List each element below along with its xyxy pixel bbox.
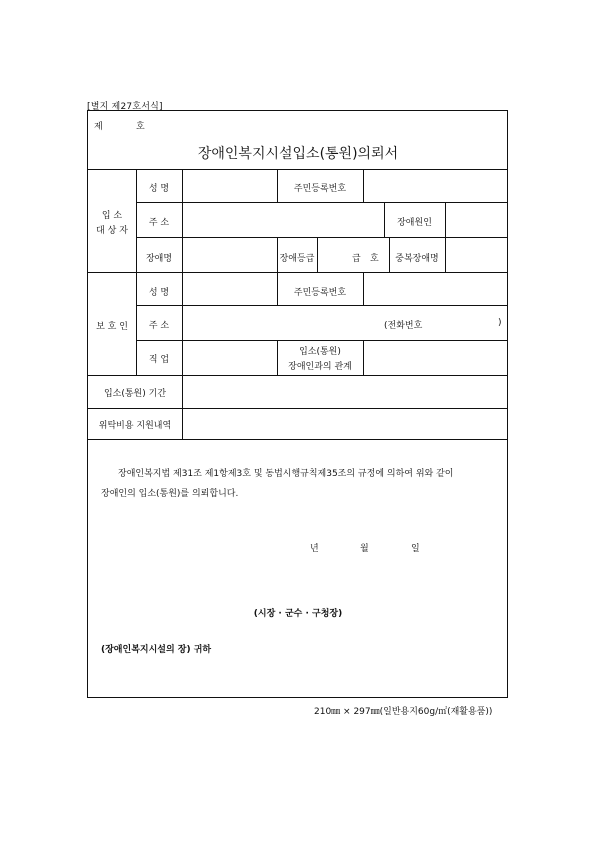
column-divider [317,237,318,272]
disability-name-field[interactable] [183,241,276,269]
disability-cause-label: 장애원인 [397,218,432,228]
guardian-section-label: 보 호 인 [96,322,128,332]
guardian-name-label: 성 명 [148,288,170,298]
subject-section-label: 입 소 [101,211,123,221]
body-text-line-1: 장애인복지법 제31조 제1항제3호 및 동법시행규칙제35조의 규정에 의하여 위와 같이 [118,469,454,479]
subject-name-label: 성 명 [148,184,170,194]
paper-spec-footer: 210㎜ × 297㎜(일반용지60g/㎡(재활용품)) [314,707,493,717]
row-divider [136,237,508,238]
disability-name-label: 장애명 [145,254,173,264]
relation-label-2: 장애인과의 관계 [288,362,352,372]
period-label: 입소(통원) 기간 [103,389,167,399]
form-number-label: [별지 제27호서식] [87,102,163,112]
header-divider [88,169,508,170]
section-divider [88,375,508,376]
guardian-job-label: 직 업 [148,355,170,365]
grade-unit: 호 [370,254,379,264]
guardian-id-label: 주민등록번호 [293,288,347,298]
row-divider [136,202,508,203]
form-title: 장애인복지시설입소(통원)의뢰서 [197,146,399,162]
row-divider [136,340,508,341]
issuer: (시장 · 군수 · 구청장) [253,609,343,619]
date-month: 월 [360,544,369,554]
support-label: 위탁비용 지원내역 [98,421,172,431]
row-divider [88,408,508,409]
recipient: (장애인복지시설의 장) 귀하 [101,645,212,655]
disability-cause-field[interactable] [446,206,507,234]
subject-section-label-2: 대 상 자 [96,226,128,236]
relation-label: 입소(통원) [299,347,341,357]
period-field[interactable] [183,379,507,405]
subject-id-label: 주민등록번호 [293,184,347,194]
guardian-job-field[interactable] [183,343,276,371]
disability-grade-label: 장애등급 [279,254,315,264]
number-label-suffix: 호 [136,122,145,132]
section-divider [88,272,508,273]
grade-label: 급 [352,254,361,264]
guardian-id-field[interactable] [364,276,507,302]
guardian-address-field[interactable] [183,309,383,337]
subject-name-field[interactable] [182,173,277,200]
guardian-name-field[interactable] [183,276,276,302]
subject-address-label: 주 소 [148,218,170,228]
subject-id-field[interactable] [364,173,507,200]
date-year: 년 [310,544,319,554]
subject-address-field[interactable] [183,206,383,234]
body-text-line-2: 장애인의 입소(통원)를 의뢰합니다. [101,489,239,499]
multiple-disability-label: 중복장애명 [395,254,439,264]
column-divider [136,169,137,375]
date-day: 일 [411,544,420,554]
section-divider [88,439,508,440]
relation-field[interactable] [364,343,507,371]
guardian-address-label: 주 소 [148,321,170,331]
guardian-phone-label: (전화번호 [384,321,423,331]
row-divider [136,305,508,306]
multiple-disability-field[interactable] [446,241,507,269]
referral-form [87,110,508,698]
number-label-prefix: 제 [94,122,103,132]
guardian-phone-close: ) [498,318,502,328]
support-field[interactable] [183,411,507,437]
